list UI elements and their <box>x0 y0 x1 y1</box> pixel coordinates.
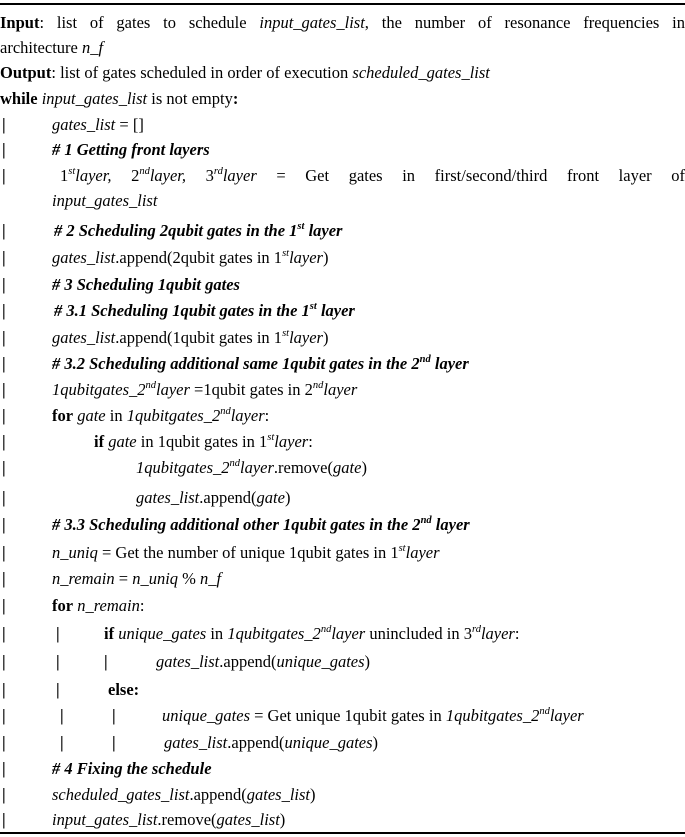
code-line <box>0 782 685 807</box>
text: layer <box>549 706 584 725</box>
text: : <box>264 406 270 425</box>
var: gates_list <box>164 733 228 752</box>
indent-bar: | <box>2 680 6 699</box>
code-line <box>0 137 685 162</box>
var: n_remain <box>77 596 140 615</box>
code-line <box>0 807 685 832</box>
indent-bar: | <box>2 488 6 507</box>
if-keyword: if <box>104 624 115 643</box>
text: .append(1qubit gates in 1 <box>115 328 283 347</box>
var: 1qubitgates_2 <box>52 380 146 399</box>
input-text: : list of gates to schedule <box>39 13 260 32</box>
text: .remove( <box>273 458 334 477</box>
var: gate <box>108 432 137 451</box>
code-line <box>0 540 685 565</box>
for-keyword: for <box>52 406 74 425</box>
text: .append( <box>219 652 277 671</box>
indent-bar: | <box>2 275 6 294</box>
indent-bar: | <box>2 543 6 562</box>
text: in <box>105 406 127 425</box>
code-line <box>0 218 685 243</box>
comment-4: # 4 Fixing the schedule <box>52 759 212 778</box>
code-line <box>0 429 685 454</box>
indent-bar: | <box>2 785 6 804</box>
text: : <box>308 432 313 451</box>
indent-bar: | <box>2 759 6 778</box>
code-line <box>0 163 685 188</box>
var: gate <box>256 488 285 507</box>
text: .remove( <box>157 810 217 829</box>
indent-bar: | <box>60 733 64 752</box>
var: gates_list <box>136 488 200 507</box>
indent-bar: | <box>2 166 6 185</box>
text: ) <box>361 458 367 477</box>
text: layer <box>304 221 343 240</box>
text: ) <box>310 785 316 804</box>
sup: st <box>398 543 406 554</box>
indent-bar: | <box>56 652 60 671</box>
text: = Get unique 1qubit gates in <box>250 706 446 725</box>
var: gates_list <box>52 115 116 134</box>
code-line <box>0 351 685 376</box>
text: layer <box>289 328 323 347</box>
text: % <box>178 569 201 588</box>
indent-bar: | <box>2 406 6 425</box>
indent-bar: | <box>56 624 60 643</box>
input-text-b: , the number of resonance frequencies in <box>364 13 685 32</box>
var: gates_list <box>246 785 311 804</box>
var: n_uniq <box>52 543 98 562</box>
indent-bar: | <box>2 733 6 752</box>
text: ) <box>364 652 371 671</box>
text: layer, <box>75 166 132 185</box>
input-label: Input <box>0 13 40 32</box>
comment-3-2: # 3.2 Scheduling additional same 1qubit gates in the 2 <box>52 354 420 373</box>
code-line <box>0 298 685 323</box>
code-line <box>0 403 685 428</box>
code-line <box>0 703 685 728</box>
sup: nd <box>139 166 150 177</box>
text: layer <box>323 380 358 399</box>
indent-bar: | <box>2 810 6 829</box>
sup: st <box>68 166 76 177</box>
comment-3: # 3 Scheduling 1qubit gates <box>52 275 240 294</box>
text: layer <box>289 248 323 267</box>
sup: nd <box>312 380 324 391</box>
text: in 1qubit gates in 1 <box>136 432 268 451</box>
text: layer <box>274 432 309 451</box>
indent-bar: | <box>2 301 6 320</box>
indent-bar: | <box>2 706 6 725</box>
text: layer <box>230 406 265 425</box>
text: =1qubit gates in 2 <box>189 380 313 399</box>
sup: st <box>297 221 305 232</box>
sup: nd <box>539 706 550 717</box>
sup: nd <box>420 515 432 526</box>
code-line <box>0 272 685 297</box>
input-line-2 <box>0 35 685 60</box>
if-keyword: if <box>94 432 105 451</box>
var: n_uniq <box>132 569 179 588</box>
output-text: : list of gates scheduled in order of execution <box>51 63 353 82</box>
indent-bar: | <box>2 515 6 534</box>
text: = [] <box>115 115 144 134</box>
code-line <box>0 512 685 537</box>
var: gates_list <box>52 248 116 267</box>
while-text: is not empty <box>147 89 233 108</box>
var: unique_gates <box>276 652 365 671</box>
text: layer <box>240 458 274 477</box>
text: ) <box>372 733 379 752</box>
var: n_remain <box>52 569 115 588</box>
text: layer <box>316 301 355 320</box>
indent-bar: | <box>2 624 6 643</box>
text: layer <box>480 624 515 643</box>
code-line <box>0 756 685 781</box>
text: 3 <box>205 166 214 185</box>
text: layer <box>222 166 257 185</box>
text: layer, <box>149 166 206 185</box>
text: = <box>114 569 133 588</box>
text: ) <box>322 248 329 267</box>
input-text-c: architecture <box>0 38 82 57</box>
var: 1qubitgates_2 <box>126 406 221 425</box>
code-line <box>0 621 685 646</box>
var: gate <box>77 406 106 425</box>
code-line <box>0 245 685 270</box>
code-line <box>0 730 685 755</box>
code-line <box>0 455 685 480</box>
code-line <box>0 325 685 350</box>
var: unique_gates <box>284 733 373 752</box>
text: layer <box>431 515 470 534</box>
var: 1qubitgates_2 <box>445 706 540 725</box>
var: unique_gates <box>118 624 207 643</box>
input-nf: n_f <box>81 38 104 57</box>
var: gates_list <box>52 328 116 347</box>
sup: st <box>267 432 275 443</box>
var: scheduled_gates_list <box>52 785 190 804</box>
text: .append( <box>189 785 247 804</box>
var: input_gates_list <box>52 191 158 210</box>
comment-1: # 1 Getting front layers <box>52 140 210 159</box>
text: = Get the number of unique 1qubit gates in 1 <box>97 543 399 562</box>
code-line <box>0 188 685 213</box>
text: = Get gates in first/second/third front layer of <box>256 166 685 185</box>
sup: rd <box>472 624 481 635</box>
sup: nd <box>145 380 156 391</box>
text: ) <box>284 488 291 507</box>
indent-bar: | <box>2 140 6 159</box>
code-line <box>0 566 685 591</box>
code-line <box>0 649 685 674</box>
input-line <box>0 10 685 35</box>
bottom-rule <box>0 832 685 834</box>
top-rule <box>0 3 685 5</box>
text: : <box>139 596 145 615</box>
comment-2: # 2 Scheduling 2qubit gates in the 1 <box>54 221 298 240</box>
indent-bar: | <box>2 248 6 267</box>
indent-bar: | <box>2 458 6 477</box>
while-line <box>0 86 685 111</box>
text: .append( <box>227 733 285 752</box>
sup: rd <box>213 166 223 177</box>
indent-bar: | <box>2 328 6 347</box>
input-var: input_gates_list <box>259 13 365 32</box>
text: in <box>206 624 228 643</box>
text: unincluded in 3 <box>365 624 472 643</box>
text: 2 <box>131 166 140 185</box>
text: layer <box>405 543 440 562</box>
indent-bar: | <box>112 706 116 725</box>
output-label: Output <box>0 63 52 82</box>
indent-bar: | <box>2 569 6 588</box>
var: 1qubitgates_2 <box>227 624 321 643</box>
output-var: scheduled_gates_list <box>352 63 490 82</box>
text: layer <box>156 380 190 399</box>
sup: st <box>282 328 290 339</box>
indent-bar: | <box>2 652 6 671</box>
else-keyword: else: <box>108 680 140 699</box>
while-keyword: while <box>0 89 38 108</box>
indent-bar: | <box>2 354 6 373</box>
code-line <box>0 112 685 137</box>
indent-bar: | <box>2 596 6 615</box>
indent-bar: | <box>2 432 6 451</box>
code-line <box>0 485 685 510</box>
var: gate <box>333 458 362 477</box>
sup: nd <box>419 354 431 365</box>
indent-bar: | <box>104 652 108 671</box>
text: : <box>514 624 520 643</box>
sup: nd <box>220 406 231 417</box>
sup: nd <box>229 458 240 469</box>
indent-bar: | <box>60 706 64 725</box>
while-colon: : <box>232 89 239 108</box>
text: ) <box>279 810 286 829</box>
for-keyword: for <box>52 596 74 615</box>
code-line <box>0 377 685 402</box>
text: 1 <box>60 166 69 185</box>
text: layer <box>331 624 366 643</box>
comment-3-3: # 3.3 Scheduling additional other 1qubit gates in the 2 <box>52 515 421 534</box>
output-line <box>0 60 685 85</box>
text: layer <box>430 354 469 373</box>
var: gates_list <box>156 652 220 671</box>
var: input_gates_list <box>52 810 158 829</box>
var: unique_gates <box>162 706 250 725</box>
indent-bar: | <box>2 380 6 399</box>
var: 1qubitgates_2 <box>136 458 230 477</box>
sup: nd <box>320 624 332 635</box>
text: .append( <box>199 488 257 507</box>
while-var: input_gates_list <box>41 89 148 108</box>
var: n_f <box>200 569 222 588</box>
comment-3-1: # 3.1 Scheduling 1qubit gates in the 1 <box>54 301 310 320</box>
sup: st <box>282 248 290 259</box>
code-line <box>0 593 685 618</box>
indent-bar: | <box>56 680 60 699</box>
text: ) <box>322 328 329 347</box>
indent-bar: | <box>112 733 116 752</box>
indent-bar: | <box>2 115 6 134</box>
indent-bar: | <box>2 221 6 240</box>
var: gates_list <box>216 810 280 829</box>
sup: st <box>309 301 317 312</box>
code-line <box>0 677 685 702</box>
text: .append(2qubit gates in 1 <box>115 248 283 267</box>
